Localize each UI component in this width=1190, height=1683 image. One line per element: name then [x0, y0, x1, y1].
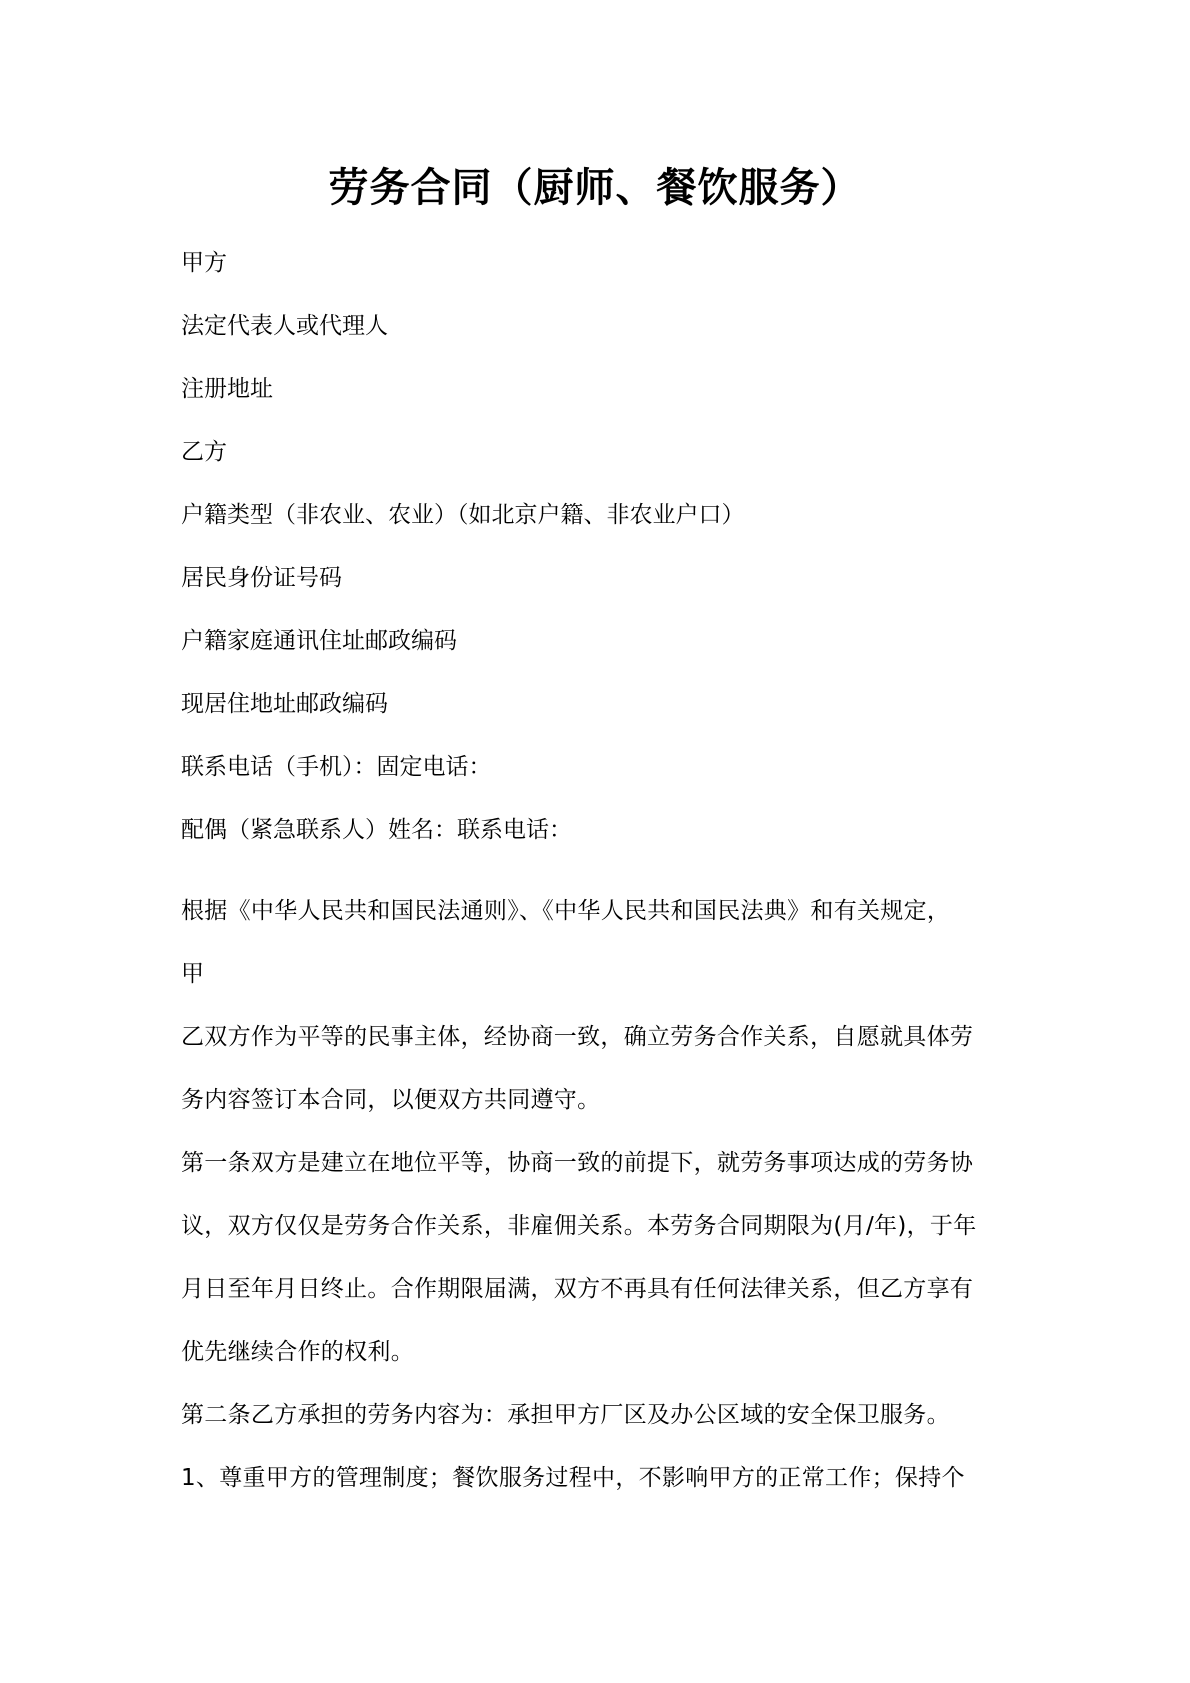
- field-id-number: 居民身份证号码: [181, 565, 342, 591]
- contract-body: [181, 880, 1021, 1510]
- field-household-type: 户籍类型（非农业、农业）（如北京户籍、非农业户口）: [181, 502, 745, 528]
- article-1-line: 优先继续合作的权利。: [181, 1339, 414, 1365]
- field-spouse-contact: 配偶（紧急联系人）姓名：联系电话：: [181, 817, 572, 843]
- field-party-b: 乙方: [181, 439, 227, 465]
- body-line: 务内容签订本合同，以便双方共同遵守。: [181, 1087, 601, 1113]
- article-1-line: 月日至年月日终止。合作期限届满，双方不再具有任何法律关系，但乙方享有: [181, 1276, 974, 1302]
- article-1-line: 议，双方仅仅是劳务合作关系，非雇佣关系。本劳务合同期限为(月/年)，于年: [181, 1213, 977, 1239]
- article-2-item-1-line: 1、尊重甲方的管理制度；餐饮服务过程中，不影响甲方的正常工作；保持个: [181, 1465, 965, 1491]
- field-party-a: 甲方: [181, 250, 227, 276]
- field-phone: 联系电话（手机）：固定电话：: [181, 754, 492, 780]
- field-legal-representative: 法定代表人或代理人: [181, 313, 388, 339]
- article-2-line: 第二条乙方承担的劳务内容为：承担甲方厂区及办公区域的安全保卫服务。: [181, 1402, 950, 1428]
- body-line: 乙双方作为平等的民事主体，经协商一致，确立劳务合作关系，自愿就具体劳: [181, 1024, 974, 1050]
- body-line: 根据《中华人民共和国民法通则》、《中华人民共和国民法典》和有关规定，: [181, 898, 951, 924]
- party-fields: [181, 232, 1021, 862]
- article-1-line: 第一条双方是建立在地位平等，协商一致的前提下，就劳务事项达成的劳务协: [181, 1150, 974, 1176]
- body-line: 甲: [181, 961, 205, 987]
- field-registered-address: 注册地址: [181, 376, 273, 402]
- document-title: 劳务合同（厨师、餐饮服务）: [328, 165, 862, 211]
- field-current-address-postcode: 现居住地址邮政编码: [181, 691, 388, 717]
- field-household-address-postcode: 户籍家庭通讯住址邮政编码: [181, 628, 457, 654]
